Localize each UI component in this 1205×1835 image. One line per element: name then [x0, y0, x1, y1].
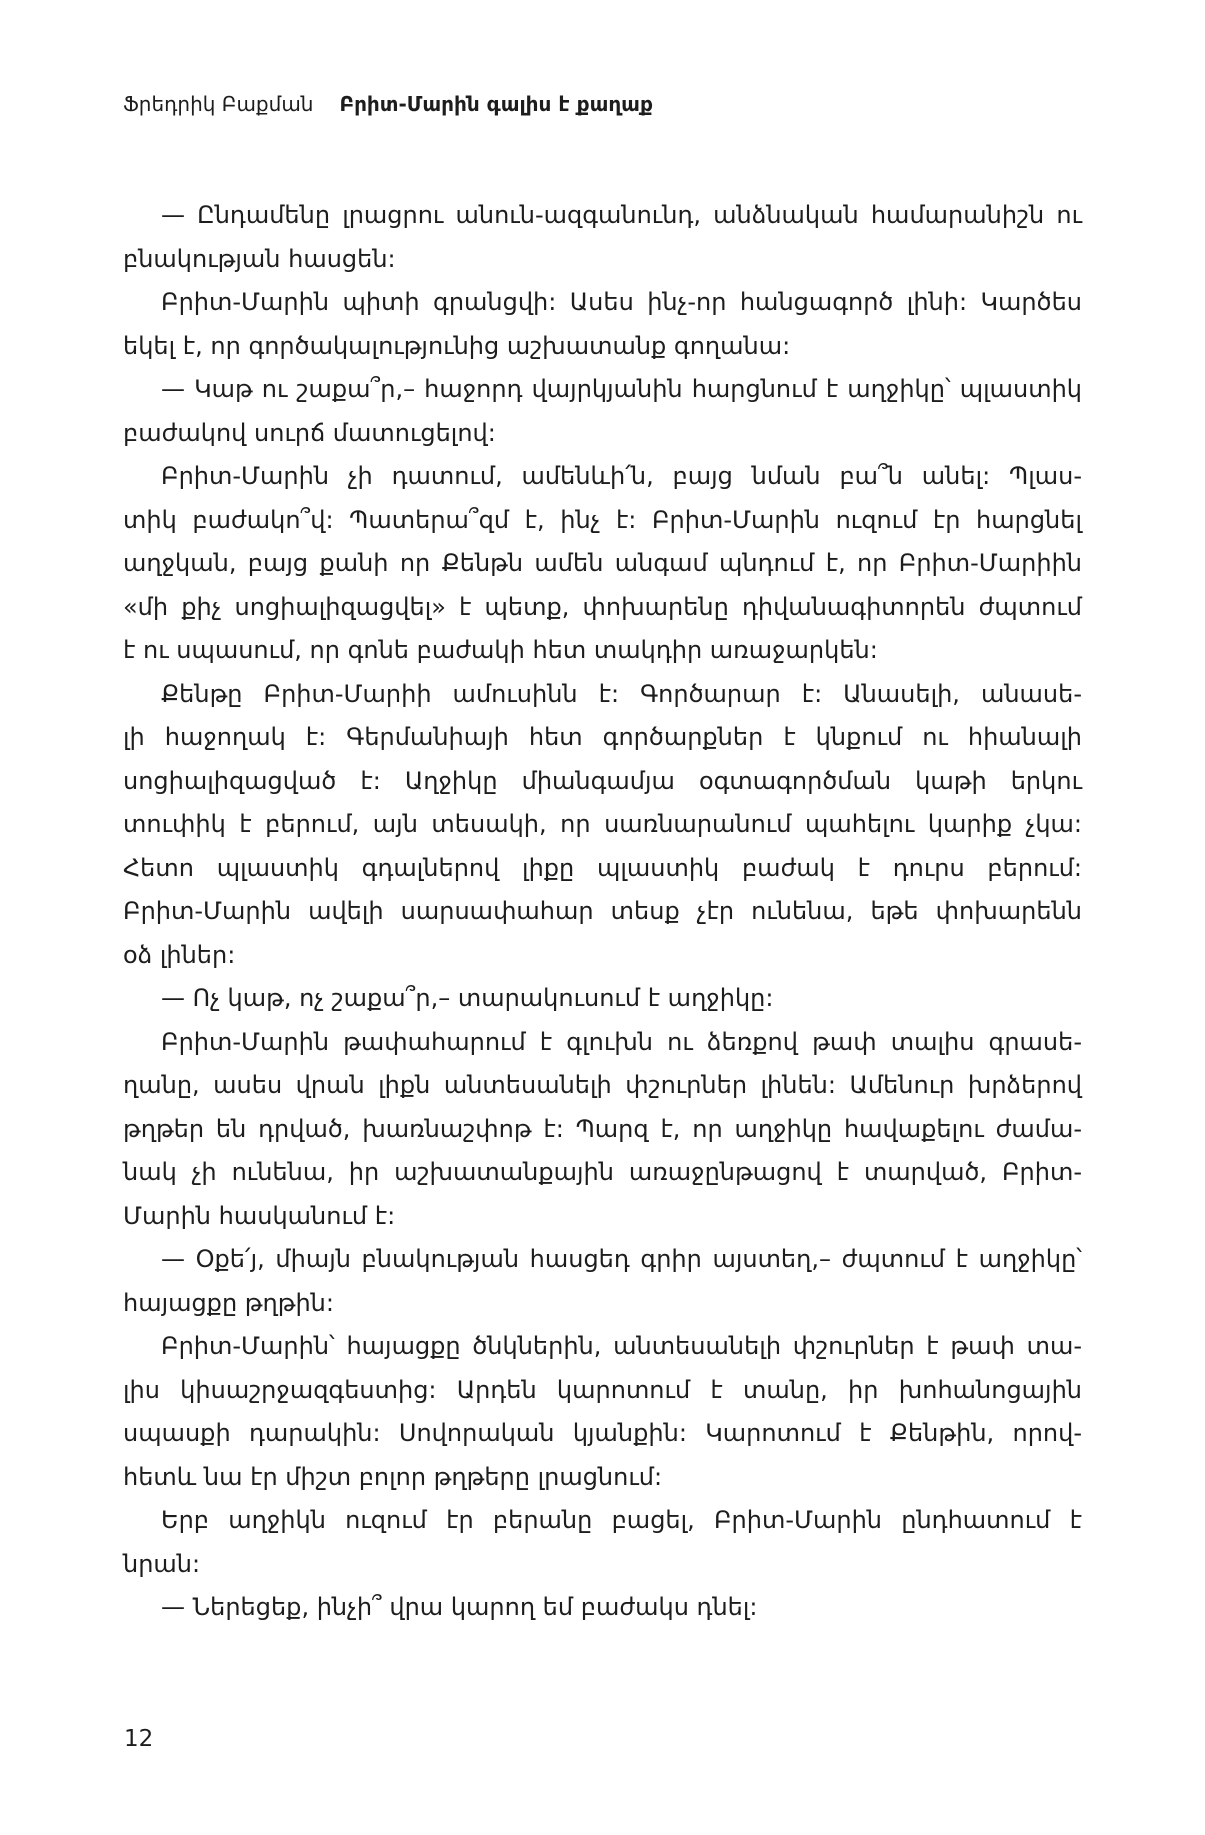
text-line: «մի քիչ սոցիալիզացվել» է պետք, փոխարենը դիվանագիտորեն ժպտում — [123, 592, 1082, 621]
paragraph — [123, 977, 1082, 1021]
text-line: տիկ բաժակո՞վ: Պատերա՞զմ է, ինչ է: Բրիտ-Մարին ուզում էր հարցնել — [123, 505, 1082, 534]
text-line: բաժակով սուրճ մատուցելով: — [123, 418, 496, 447]
paragraph — [123, 1238, 1082, 1325]
text-line: աղջկան, բայց քանի որ Քենթն ամեն անգամ պնդում է, որ Բրիտ-Մարիին — [123, 549, 1082, 577]
text-line: հայացքը թղթին: — [123, 1288, 334, 1317]
text-line: Մարին հասկանում է: — [123, 1201, 396, 1230]
text-line: է ու սպասում, որ գոնե բաժակի հետ տակդիր առաջարկեն: — [123, 636, 878, 664]
page-number: 12 — [124, 1726, 154, 1752]
text-line: Բրիտ-Մարին թափահարում է գլուխն ու ձեռքով թափ տալիս գրասե- — [161, 1027, 1082, 1056]
text-line: Բրիտ-Մարին՝ հայացքը ծնկներին, անտեսանելի փշուրներ է թափ տա- — [161, 1332, 1082, 1360]
header-book-title: Բրիտ-Մարին գալիս է քաղաք — [339, 92, 653, 116]
text-line: Բրիտ-Մարին ավելի սարսափահար տեսք չէր ունենա, եթե փոխարենն — [123, 897, 1082, 925]
text-line: — Ոչ կաթ, ոչ շաքա՞ր,– տարակուսում է աղջիկը: — [161, 984, 774, 1012]
paragraph — [123, 1499, 1082, 1586]
text-line: Բրիտ-Մարին չի դատում, ամենևի՛ն, բայց նման բա՞ն անել: Պլաս- — [161, 462, 1082, 490]
text-line: Երբ աղջիկն ուզում էր բերանը բացել, Բրիտ-Մարին ընդհատում է — [161, 1506, 1082, 1534]
text-line: — Ներեցեք, ինչի՞ վրա կարող եմ բաժակս դնել: — [161, 1593, 758, 1621]
text-line: նակ չի ունենա, իր աշխատանքային առաջընթացով է տարված, Բրիտ- — [123, 1158, 1082, 1186]
text-line: բնակության հասցեն: — [123, 244, 396, 273]
text-line: հետև նա էր միշտ բոլոր թղթերը լրացնում: — [123, 1462, 663, 1491]
running-header — [123, 92, 653, 116]
paragraph — [123, 368, 1082, 455]
text-line: սպասքի դարակին: Սովորական կյանքին: Կարոտում է Քենթին, որով- — [123, 1419, 1082, 1447]
header-author: Ֆրեդրիկ Բաքման — [123, 92, 314, 116]
paragraph — [123, 194, 1082, 281]
text-line: օձ լիներ: — [123, 940, 236, 969]
text-line: Բրիտ-Մարին պիտի գրանցվի: Ասես ինչ-որ հանցագործ լինի: Կարծես — [161, 288, 1082, 316]
paragraph — [123, 1021, 1082, 1239]
text-line: լի հաջողակ է: Գերմանիայի հետ գործարքներ է կնքում ու հիանալի — [123, 723, 1082, 751]
text-line: լիս կիսաշրջազգեստից: Արդեն կարոտում է տանը, իր խոհանոցային — [123, 1375, 1082, 1404]
text-line: նրան: — [123, 1549, 201, 1578]
paragraph — [123, 673, 1082, 978]
text-line: եկել է, որ գործակալությունից աշխատանք գողանա: — [123, 331, 791, 360]
text-line: տուփիկ է բերում, այն տեսակի, որ սառնարանում պահելու կարիք չկա: — [123, 810, 1082, 838]
text-line: ղանը, ասես վրան լիքն անտեսանելի փշուրներ լինեն: Ամենուր խրձերով — [123, 1071, 1082, 1099]
text-line: սոցիալիզացված է: Աղջիկը միանգամյա օգտագործման կաթի երկու — [123, 766, 1082, 795]
text-line: թղթեր են դրված, խառնաշփոթ է: Պարզ է, որ աղջիկը հավաքելու ժամա- — [123, 1114, 1082, 1143]
paragraph — [123, 455, 1082, 673]
paragraph — [123, 1325, 1082, 1499]
text-line: Քենթը Բրիտ-Մարիի ամուսինն է: Գործարար է: Անասելի, անասե- — [161, 679, 1082, 708]
text-line: — Կաթ ու շաքա՞ր,– հաջորդ վայրկյանին հարցնում է աղջիկը՝ պլաստիկ — [161, 375, 1082, 403]
page-text-block — [123, 194, 1082, 1630]
paragraph — [123, 281, 1082, 368]
text-line: — Օքե՛յ, միայն բնակության հասցեդ գրիր այստեղ,– ժպտում է աղջիկը՝ — [161, 1245, 1082, 1273]
paragraph — [123, 1586, 1082, 1630]
text-line: — Ընդամենը լրացրու անուն-ազգանունդ, անձնական համարանիշն ու — [161, 201, 1082, 229]
text-line: Հետո պլաստիկ գդալներով լիքը պլաստիկ բաժակ է դուրս բերում: — [123, 853, 1082, 882]
